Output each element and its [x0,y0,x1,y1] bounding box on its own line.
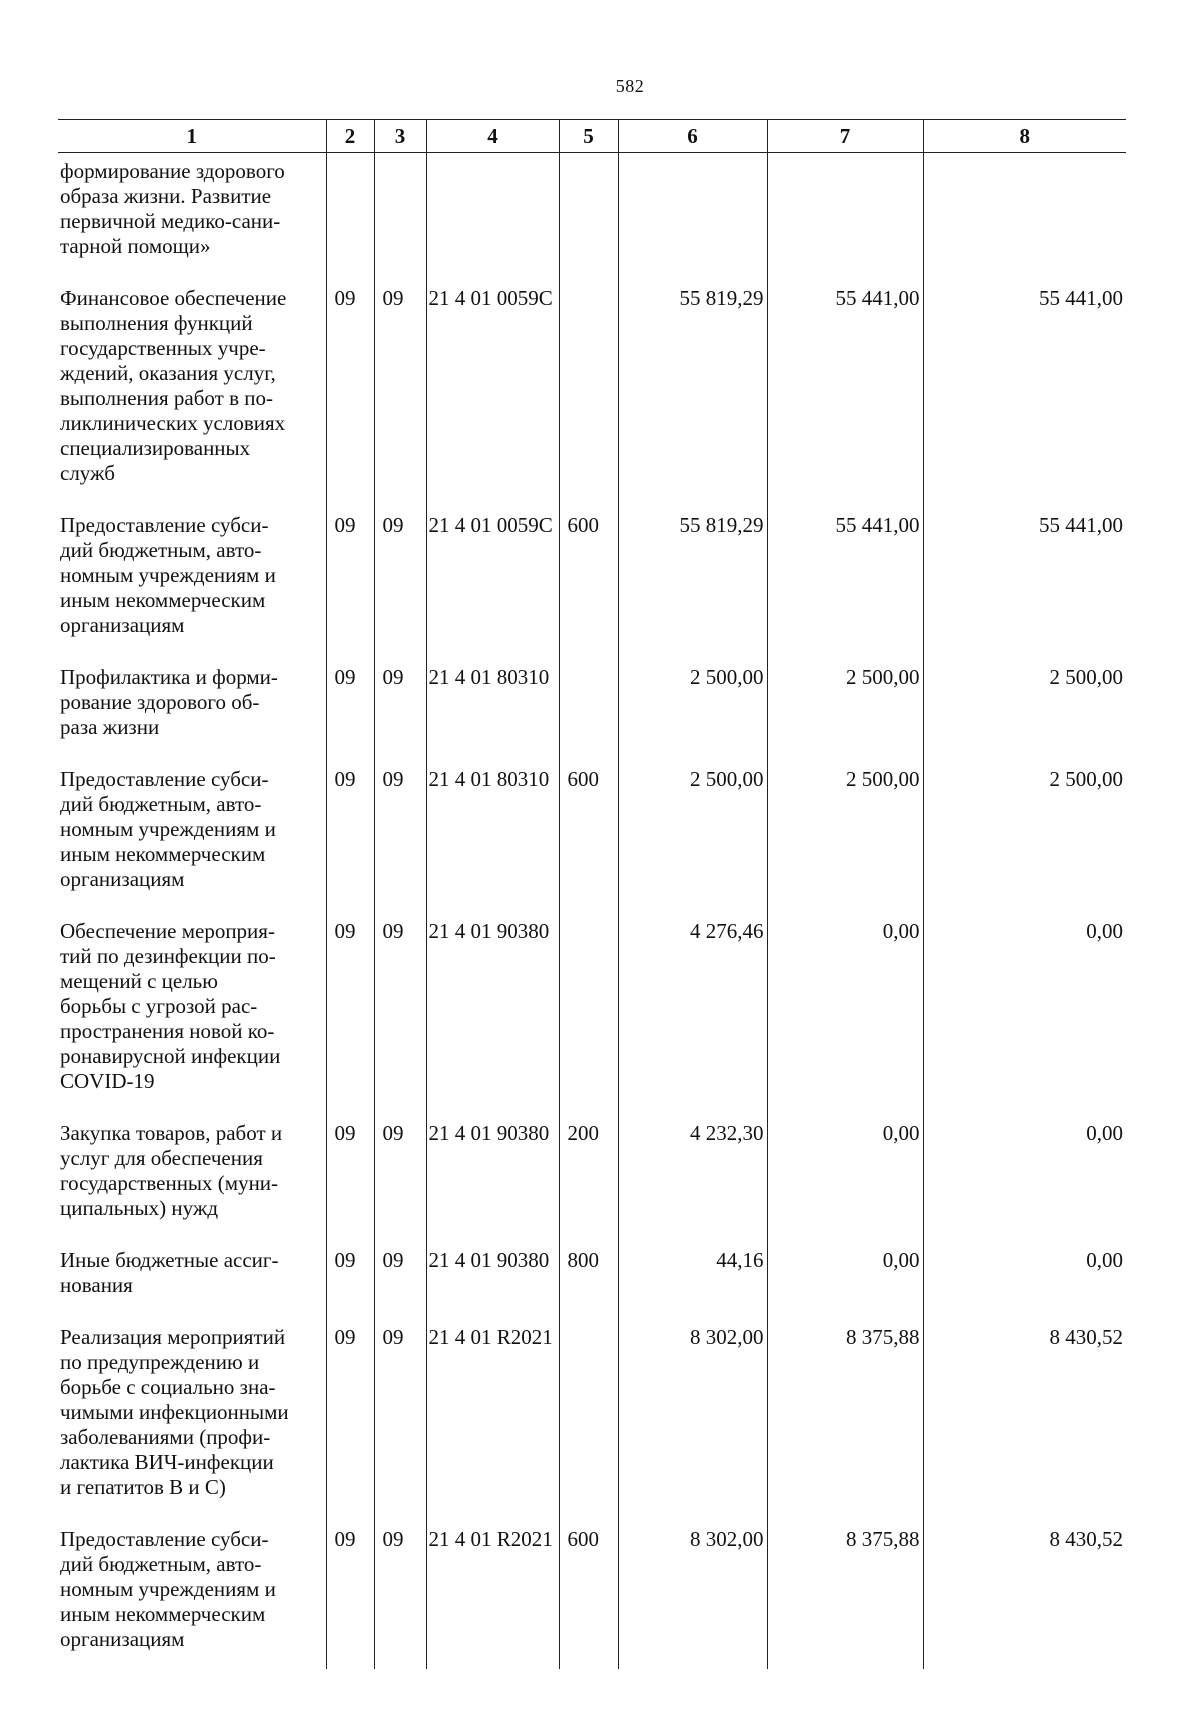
expense-type-code [559,655,618,757]
target-article-code: 21 4 01 0059С [426,276,559,503]
amount-col-8: 55 441,00 [923,503,1126,655]
amount-col-7: 0,00 [767,909,923,1111]
target-article-code: 21 4 01 90380 [426,1238,559,1315]
amount-col-6: 4 232,30 [618,1111,767,1238]
section-code: 09 [326,276,374,503]
item-name-line: образа жизни. Развитие [60,184,272,208]
item-name-line: государственных учре- [60,336,266,360]
item-name-line: организациям [60,613,185,637]
item-name-line: номным учреждениям и [60,817,276,841]
item-name-line: выполнения функций [60,311,253,335]
table-row [58,757,1126,909]
item-name-line: тий по дезинфекции по- [60,944,276,968]
item-name-line: COVID-19 [60,1069,155,1093]
item-name-line: дий бюджетным, авто- [60,1552,262,1576]
subsection-code: 09 [374,503,426,655]
header-col-5: 5 [559,120,618,153]
item-name-line: иным некоммерческим [60,588,266,612]
amount-col-7: 2 500,00 [767,655,923,757]
expense-type-code [559,909,618,1111]
section-code: 09 [326,1315,374,1517]
section-code: 09 [326,1517,374,1669]
item-name-line: мещений с целью [60,969,218,993]
item-name-line: Предоставление субси- [60,767,269,791]
item-name [58,655,326,757]
item-name-line: рование здорового об- [60,690,260,714]
item-name-line: Обеспечение мероприя- [60,919,275,943]
table-row [58,1517,1126,1669]
header-col-3: 3 [374,120,426,153]
item-name-line: организациям [60,867,185,891]
item-name-line: борьбы с угрозой рас- [60,994,258,1018]
table-row [58,1111,1126,1238]
item-name [58,757,326,909]
amount-col-7: 0,00 [767,1238,923,1315]
section-code: 09 [326,503,374,655]
target-article-code: 21 4 01 R2021 [426,1315,559,1517]
subsection-code: 09 [374,1111,426,1238]
item-name-line: Финансовое обеспечение [60,286,287,310]
target-article-code: 21 4 01 R2021 [426,1517,559,1669]
table-row [58,1238,1126,1315]
item-name [58,503,326,655]
amount-col-8: 2 500,00 [923,655,1126,757]
item-name-line: услуг для обеспечения [60,1146,263,1170]
amount-col-7: 0,00 [767,1111,923,1238]
item-name-line: заболеваниями (профи- [60,1425,271,1449]
section-code: 09 [326,1111,374,1238]
header-row [58,120,1126,153]
expense-type-code: 600 [559,503,618,655]
target-article-code [426,153,559,277]
item-name-line: номным учреждениям и [60,563,276,587]
subsection-code: 09 [374,1517,426,1669]
amount-col-8: 55 441,00 [923,276,1126,503]
amount-col-6: 2 500,00 [618,655,767,757]
header-col-1: 1 [58,120,326,153]
table-row [58,276,1126,503]
item-name [58,276,326,503]
item-name-line: Иные бюджетные ассиг- [60,1248,279,1272]
amount-col-6: 4 276,46 [618,909,767,1111]
item-name-line: дий бюджетным, авто- [60,792,262,816]
item-name-line: лактика ВИЧ-инфекции [60,1450,274,1474]
item-name-line: борьбе с социально зна- [60,1375,276,1399]
expense-type-code [559,276,618,503]
amount-col-6: 55 819,29 [618,276,767,503]
section-code: 09 [326,909,374,1111]
header-col-7: 7 [767,120,923,153]
item-name-line: специализированных [60,436,251,460]
item-name-line: ронавирусной инфекции [60,1044,281,1068]
item-name [58,1517,326,1669]
item-name-line: нования [60,1273,133,1297]
amount-col-7: 8 375,88 [767,1315,923,1517]
subsection-code: 09 [374,757,426,909]
item-name-line: чимыми инфекционными [60,1400,289,1424]
item-name [58,1238,326,1315]
item-name [58,1315,326,1517]
item-name-line: раза жизни [60,715,160,739]
item-name-line: формирование здорового [60,159,285,183]
amount-col-8: 8 430,52 [923,1315,1126,1517]
item-name-line: Профилактика и форми- [60,665,278,689]
amount-col-6: 8 302,00 [618,1315,767,1517]
expense-type-code: 200 [559,1111,618,1238]
amount-col-6: 44,16 [618,1238,767,1315]
expense-type-code [559,153,618,277]
amount-col-6 [618,153,767,277]
amount-col-6: 2 500,00 [618,757,767,909]
header-col-4: 4 [426,120,559,153]
budget-table [58,119,1126,1669]
target-article-code: 21 4 01 90380 [426,1111,559,1238]
amount-col-8: 0,00 [923,1111,1126,1238]
table-row [58,1315,1126,1517]
subsection-code: 09 [374,655,426,757]
table-row [58,655,1126,757]
table-row [58,503,1126,655]
item-name-line: Реализация мероприятий [60,1325,286,1349]
amount-col-8: 8 430,52 [923,1517,1126,1669]
section-code: 09 [326,1238,374,1315]
amount-col-7: 2 500,00 [767,757,923,909]
expense-type-code: 800 [559,1238,618,1315]
amount-col-7 [767,153,923,277]
expense-type-code [559,1315,618,1517]
target-article-code: 21 4 01 80310 [426,655,559,757]
amount-col-8: 0,00 [923,909,1126,1111]
item-name-line: выполнения работ в по- [60,386,273,410]
amount-col-7: 8 375,88 [767,1517,923,1669]
header-col-8: 8 [923,120,1126,153]
amount-col-6: 8 302,00 [618,1517,767,1669]
item-name-line: Предоставление субси- [60,513,269,537]
item-name-line: ципальных) нужд [60,1196,219,1220]
item-name-line: Предоставление субси- [60,1527,269,1551]
table-row [58,153,1126,277]
amount-col-8 [923,153,1126,277]
amount-col-8: 2 500,00 [923,757,1126,909]
amount-col-8: 0,00 [923,1238,1126,1315]
item-name-line: Закупка товаров, работ и [60,1121,283,1145]
item-name [58,909,326,1111]
section-code: 09 [326,655,374,757]
expense-type-code: 600 [559,1517,618,1669]
table-body [58,153,1126,1670]
item-name-line: иным некоммерческим [60,1602,266,1626]
target-article-code: 21 4 01 0059С [426,503,559,655]
item-name-line: дий бюджетным, авто- [60,538,262,562]
header-col-6: 6 [618,120,767,153]
header-col-2: 2 [326,120,374,153]
amount-col-7: 55 441,00 [767,503,923,655]
table-row [58,909,1126,1111]
item-name-line: номным учреждениям и [60,1577,276,1601]
item-name [58,1111,326,1238]
item-name-line: пространения новой ко- [60,1019,275,1043]
item-name-line: первичной медико-сани- [60,209,281,233]
item-name [58,153,326,277]
section-code: 09 [326,757,374,909]
item-name-line: ликлинических условиях [60,411,286,435]
amount-col-6: 55 819,29 [618,503,767,655]
subsection-code: 09 [374,1238,426,1315]
subsection-code [374,153,426,277]
item-name-line: тарной помощи» [60,234,211,258]
item-name-line: иным некоммерческим [60,842,266,866]
item-name-line: и гепатитов В и С) [60,1475,226,1499]
subsection-code: 09 [374,909,426,1111]
subsection-code: 09 [374,276,426,503]
target-article-code: 21 4 01 80310 [426,757,559,909]
section-code [326,153,374,277]
item-name-line: по предупреждению и [60,1350,260,1374]
page-number: 582 [615,76,645,96]
target-article-code: 21 4 01 90380 [426,909,559,1111]
item-name-line: государственных (муни- [60,1171,279,1195]
amount-col-7: 55 441,00 [767,276,923,503]
item-name-line: организациям [60,1627,185,1651]
subsection-code: 09 [374,1315,426,1517]
item-name-line: ждений, оказания услуг, [60,361,276,385]
expense-type-code: 600 [559,757,618,909]
item-name-line: служб [60,461,115,485]
